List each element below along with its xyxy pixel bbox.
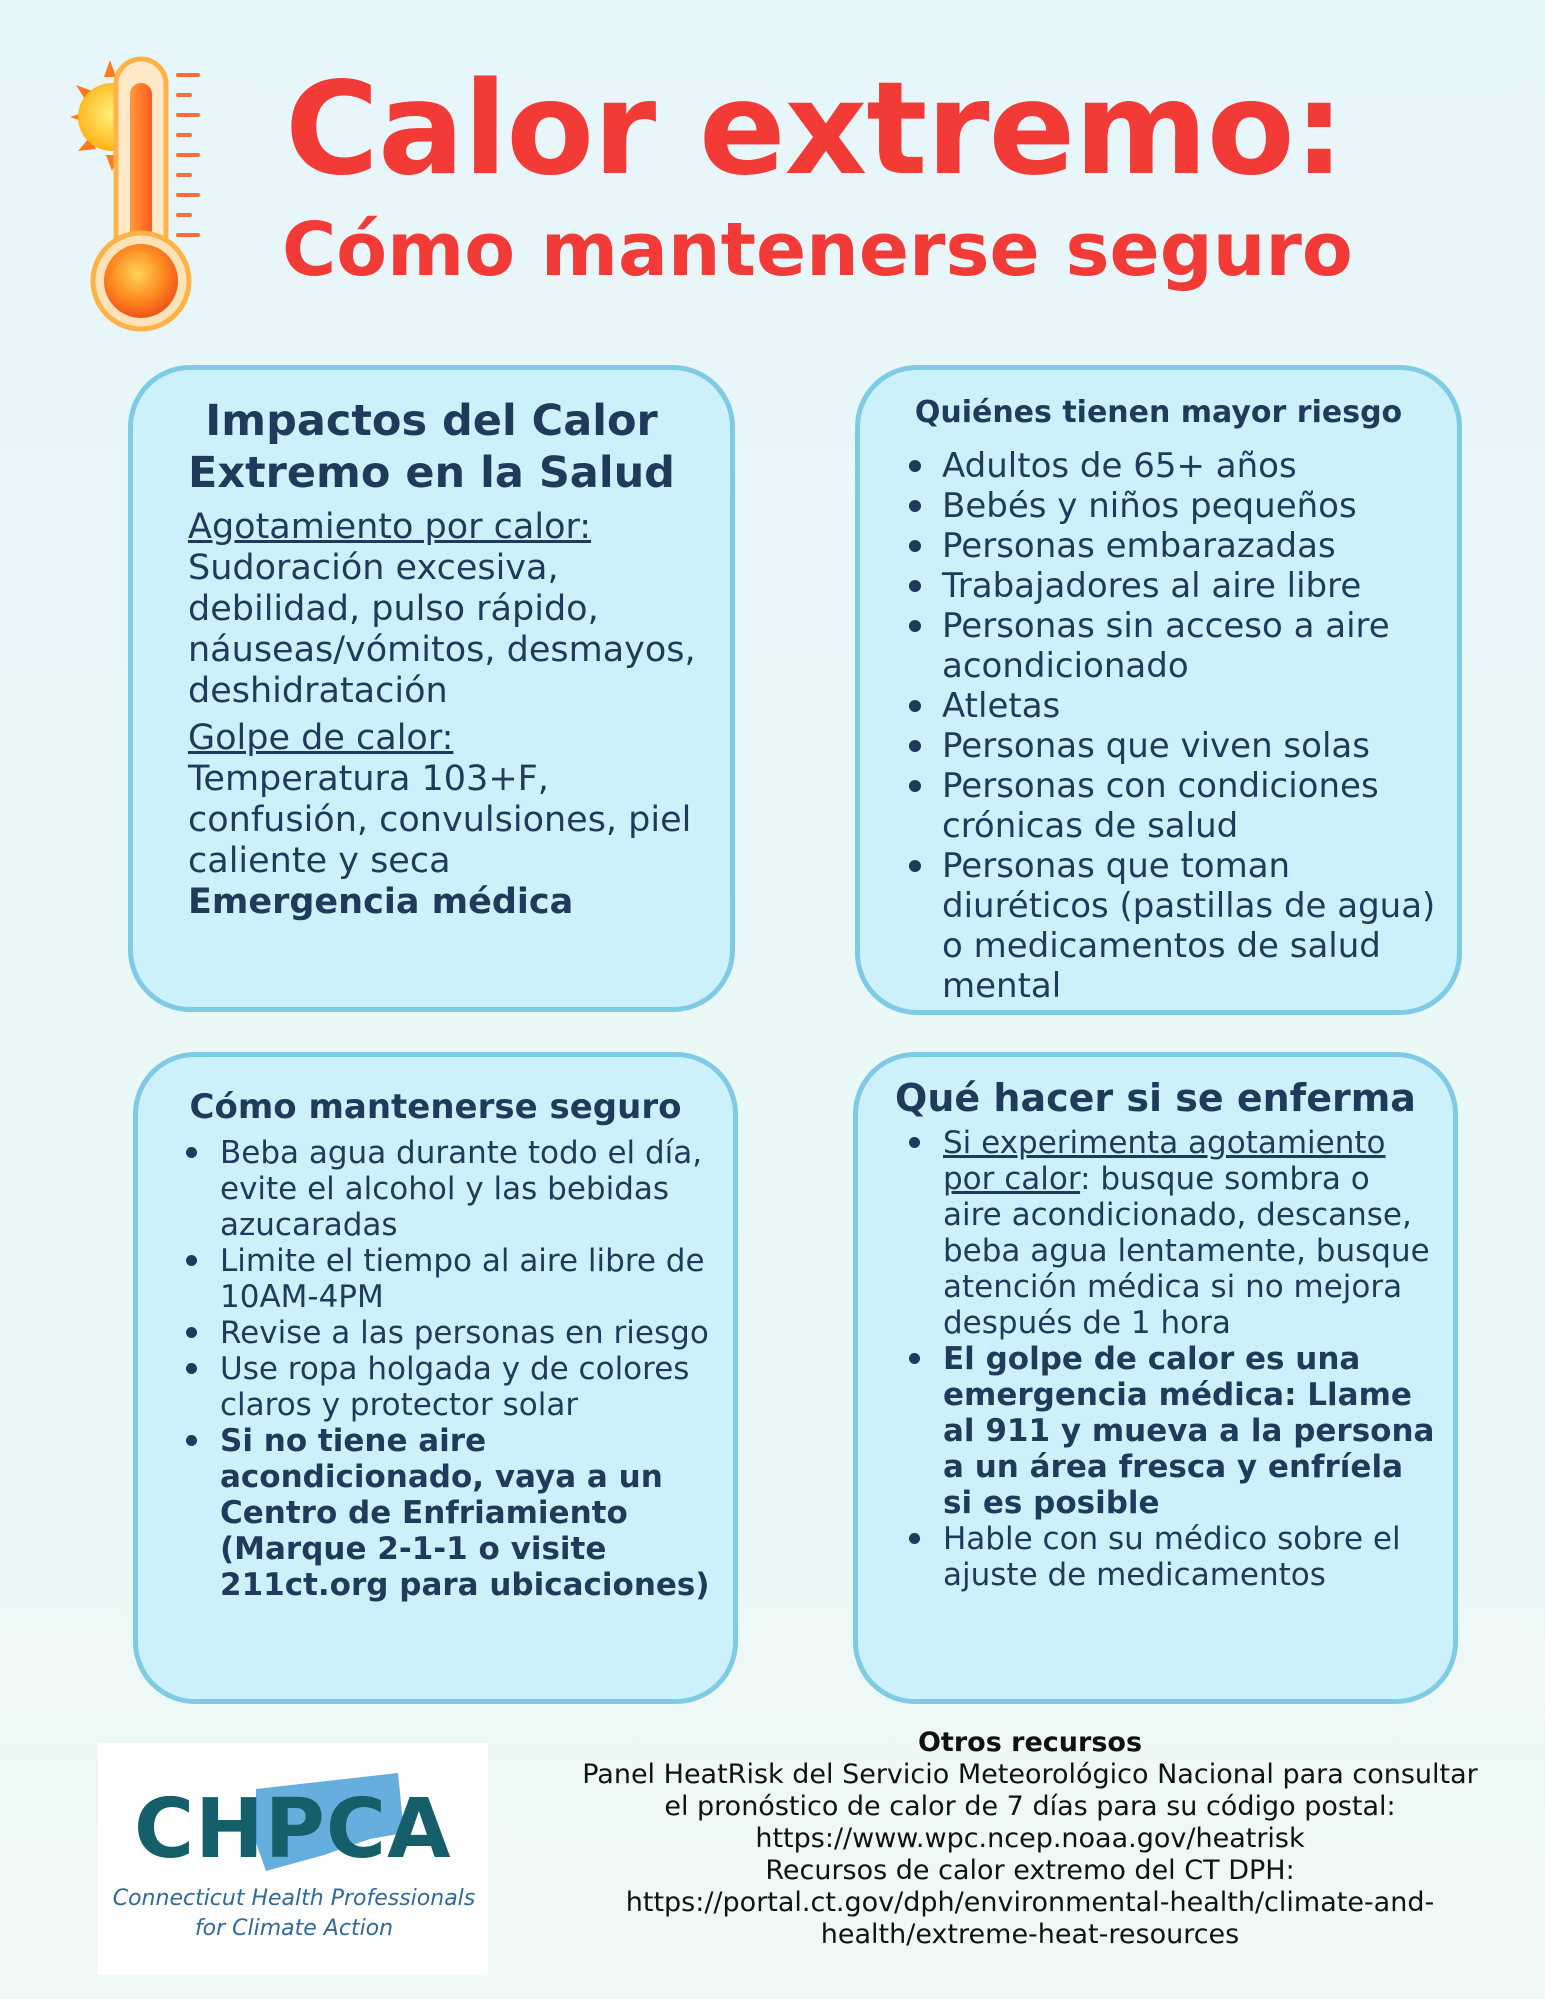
health-impacts-body — [133, 499, 730, 923]
cooling-center-item: Si no tiene aire acondicionado, vaya a un Centro de Enfriamiento (Marque 2-1-1 o visite 211ct.org para ubicaciones) — [220, 1423, 715, 1603]
heat-stroke-symptoms: Temperatura 103+F, confusión, convulsiones, piel caliente y seca — [188, 759, 692, 881]
health-impacts-panel — [128, 365, 735, 1012]
resources-text: el pronóstico de calor de 7 días para su código postal: — [664, 1791, 1396, 1822]
list-item: Atletas — [942, 686, 1437, 726]
thermometer-sun-icon — [70, 55, 250, 335]
heat-exhaustion-term: Agotamiento por calor: — [188, 507, 592, 547]
other-resources — [540, 1727, 1520, 1951]
if-sick-list — [858, 1121, 1453, 1593]
logo-tagline-1: Connecticut Health Professionals — [112, 1886, 476, 1911]
list-item: Adultos de 65+ años — [942, 446, 1437, 486]
list-item: Personas con condiciones crónicas de salud — [942, 766, 1437, 846]
stay-safe-title: Cómo mantenerse seguro — [189, 1087, 682, 1127]
if-sick-panel — [853, 1052, 1458, 1704]
chpca-logo — [98, 1743, 488, 1975]
list-item: Bebés y niños pequeños — [942, 486, 1437, 526]
heat-exhaustion-symptoms: Sudoración excesiva, debilidad, pulso rápido, náuseas/vómitos, desmayos, deshidratación — [188, 548, 696, 711]
at-risk-panel — [855, 365, 1462, 1015]
page-subtitle: Cómo mantenerse seguro — [282, 207, 1353, 293]
health-impacts-title: Impactos del Calor Extremo en la Salud — [188, 396, 675, 498]
page-title: Calor extremo: — [285, 55, 1344, 204]
if-sick-title: Qué hacer si se enferma — [895, 1076, 1416, 1120]
resources-title: Otros recursos — [917, 1727, 1143, 1758]
heat-exhaustion-link-text: Si experimenta agotamiento por calor — [943, 1125, 1386, 1197]
stay-safe-list — [138, 1129, 733, 1603]
at-risk-title: Quiénes tienen mayor riesgo — [914, 395, 1403, 430]
list-item: Limite el tiempo al aire libre de 10AM-4PM — [220, 1243, 715, 1315]
ct-dph-url-cont[interactable]: health/extreme-heat-resources — [820, 1919, 1240, 1950]
list-item: Personas sin acceso a aire acondicionado — [942, 606, 1437, 686]
logo-tagline-2: for Climate Action — [194, 1916, 394, 1941]
list-item — [943, 1125, 1435, 1341]
medical-emergency-label: Emergencia médica — [188, 882, 574, 922]
list-item: Revise a las personas en riesgo — [220, 1315, 715, 1351]
list-item: Use ropa holgada y de colores claros y protector solar — [220, 1351, 715, 1423]
logo-acronym: CHPCA — [134, 1782, 452, 1877]
list-item: Personas que viven solas — [942, 726, 1437, 766]
stay-safe-panel — [133, 1052, 738, 1704]
heatrisk-url[interactable]: https://www.wpc.ncep.noaa.gov/heatrisk — [755, 1823, 1305, 1854]
list-item: Trabajadores al aire libre — [942, 566, 1437, 606]
resources-text: Recursos de calor extremo del CT DPH: — [765, 1855, 1295, 1886]
heat-stroke-emergency-item: El golpe de calor es una emergencia médica: Llame al 911 y mueva a la persona a un área fresca y enfríela si es posible — [943, 1341, 1435, 1521]
heat-exhaustion-advice: : busque sombra o aire acondicionado, descanse, beba agua lentamente, busque atención médica si no mejora después de 1 hora — [943, 1161, 1430, 1341]
resources-text: Panel HeatRisk del Servicio Meteorológico Nacional para consultar — [582, 1759, 1478, 1790]
list-item: Personas embarazadas — [942, 526, 1437, 566]
list-item: Personas que toman diuréticos (pastillas de agua) o medicamentos de salud mental — [942, 846, 1436, 1006]
at-risk-list — [860, 432, 1457, 1006]
list-item: Beba agua durante todo el día, evite el alcohol y las bebidas azucaradas — [220, 1135, 715, 1243]
heat-stroke-term: Golpe de calor: — [188, 718, 454, 758]
list-item: Hable con su médico sobre el ajuste de medicamentos — [943, 1521, 1435, 1593]
ct-dph-url[interactable]: https://portal.ct.gov/dph/environmental-health/climate-and- — [625, 1887, 1435, 1918]
